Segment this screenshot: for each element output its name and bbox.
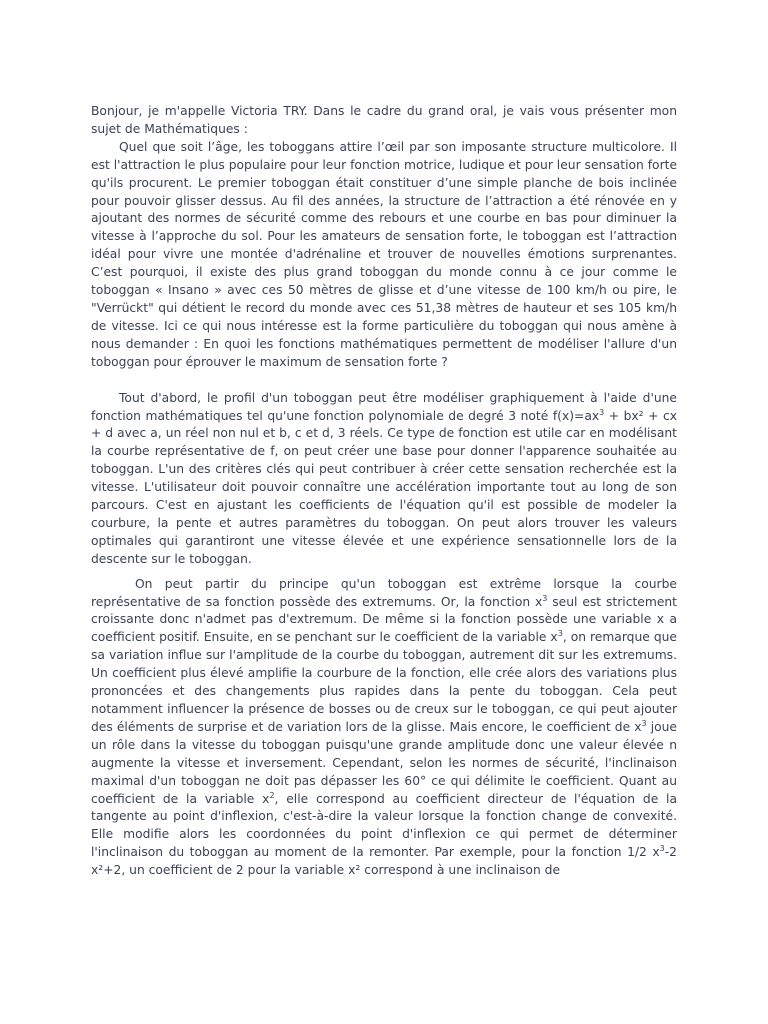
section2-exponent-4: 2 [269,790,275,800]
section2-text-3: , on remarque que sa variation influe sur l'amplitude de la courbe du toboggan, autrement dit sur les extremums. Un coefficient plus élevé amplifie la courbure de la fonction, elle crée alors des variations plus prononcées et des changements plus rapides dans la pente du toboggan. Cela peut notamment influencer la présence de bosses ou de creux sur le toboggan, ce qui peut ajouter des éléments de surprise et de variation lors de la glisse. Mais encore, le coefficient de x [91,630,677,734]
section1-paragraph [91,390,677,569]
paragraph-spacer [91,372,677,390]
section2-text-6: -2 x²+2, un coefficient de 2 pour la variable x² correspond à une inclinaison de [91,845,677,878]
section2-exponent-1: 3 [542,593,548,603]
section2-paragraph [91,576,677,880]
section2-exponent-5: 3 [659,844,665,854]
section1-exponent: 3 [599,407,605,417]
section1-text-a: Tout d'abord, le profil d'un toboggan peut être modéliser graphiquement à l'aide d'une fonction mathématiques tel qu'une fonction polynomiale de degré 3 noté f(x)=ax [91,390,677,423]
section2-exponent-2: 3 [557,629,563,639]
intro-paragraph: Quel que soit l’âge, les toboggans attire l’œil par son imposante structure multicolore. Il est l'attraction le plus populaire pour leur fonction motrice, ludique et pour leur sensation forte qu'ils procurent. Le premier toboggan était constituer d’une simple planche de bois inclinée pour pouvoir glisser dessus. Au fil des années, la structure de l’attraction a été rénovée en y ajoutant des normes de sécurité comme des rebours et une courbe en bas pour diminuer la vitesse à l’approche du sol. Pour les amateurs de sensation forte, le toboggan est l’attraction idéal pour vivre une montée d'adrénaline et trouver de nouvelles émotions surprenantes. C’est pourquoi, il existe des plus grand toboggan du monde connu à ce jour comme le toboggan « Insano » avec ces 50 mètres de glisse et d’une vitesse de 100 km/h ou pire, le "Verrückt" qui détient le record du monde avec ces 51,38 mètres de hauteur et ses 105 km/h de vitesse. Ici ce qui nous intéresse est la forme particulière du toboggan qui nous amène à nous demander : En quoi les fonctions mathématiques permettent de modéliser l'allure d'un toboggan pour éprouver le maximum de sensation forte ? [91,139,678,369]
section2-text-4: joue un rôle dans la vitesse du toboggan puisqu'une grande amplitude donc une valeur élevée n augmente la vitesse et inversement. Cependant, selon les normes de sécurité, l'inclinaison maximal d'un toboggan ne doit pas dépasser les 60° ce qui délimite le coefficient. Quant au coefficient de la variable x [91,719,677,806]
document-page [91,103,677,880]
section2-text-1: On peut partir du principe qu'un toboggan est extrême lorsque la courbe représentative de sa fonction possède des extremums. Or, la fonction x [91,576,677,609]
section1-text-b: + bx² + cx + d avec a, un réel non nul et b, c et d, 3 réels. Ce type de fonction est utile car en modélisant la courbe représentative de f, on peut créer une base pour donner l'apparence souhaitée au toboggan. L'un des critères clés qui peut contribuer à créer cette sensation recherchée est la vitesse. L'utilisateur doit pouvoir connaître une accélération importante tout au long de son parcours. C'est en ajustant les coefficients de l'équation qu'il est possible de modeler la courbure, la pente et autres paramètres du toboggan. On peut alors trouver les valeurs optimales qui garantiront une vitesse élevée et une expérience sensationnelle lors de la descente sur le toboggan. [91,408,677,566]
section2-exponent-3: 3 [641,718,647,728]
intro-greeting: Bonjour, je m'appelle Victoria TRY. Dans le cadre du grand oral, je vais vous présenter mon sujet de Mathématiques : [91,104,677,136]
section2-text-5: , elle correspond au coefficient directeur de l'équation de la tangente au point d'inflexion, c'est-à-dire la valeur lorsque la fonction change de convexité. Elle modifie alors les coordonnées du point d'inflexion ce qui permet de déterminer l'inclinaison du toboggan au moment de la remonter. Par exemple, pour la fonction 1/2 x [91,791,677,860]
section2-text-2: seul est strictement croissante donc n'admet pas d'extremum. De même si la fonction possède une variable x a coefficient positif. Ensuite, en se penchant sur le coefficient de la variable x [91,594,677,645]
paragraph-spacer [91,569,677,576]
